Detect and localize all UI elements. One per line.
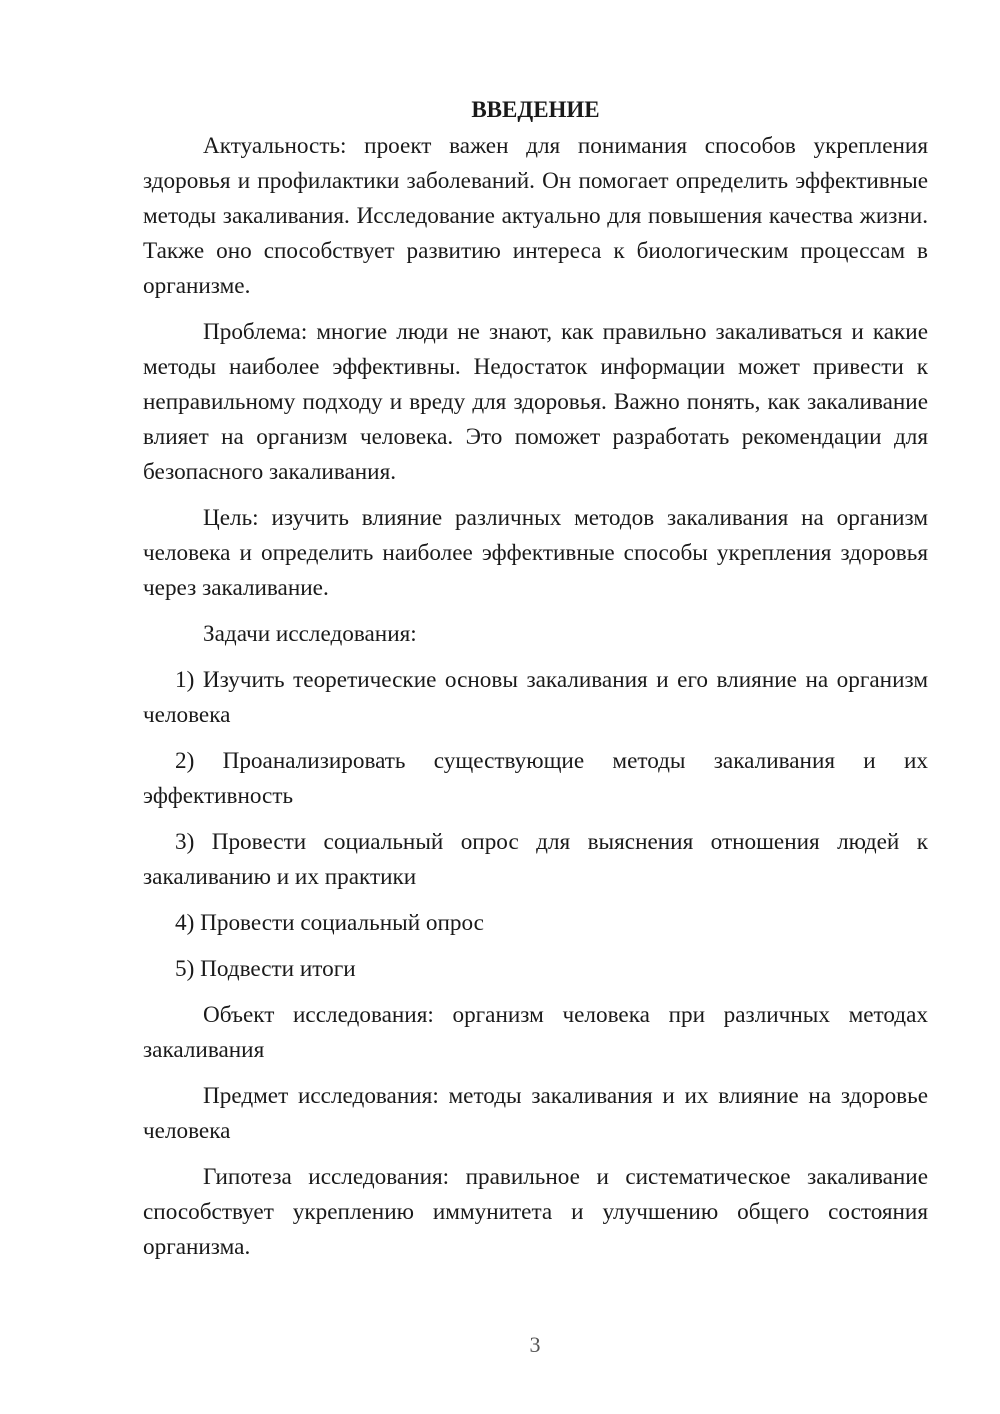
object-paragraph: Объект исследования: организм человека при различных методах закаливания — [143, 1002, 928, 1063]
page-number: 3 — [529, 1332, 541, 1357]
relevance-paragraph: Актуальность: проект важен для понимания способов укрепления здоровья и профилактики заболеваний. Он помогает определить эффективные методы закаливания. Исследование актуально для повышения качества жизни. Также оно способствует развитию интереса к биологическим процессам в организме. — [143, 133, 928, 299]
page-content — [143, 92, 928, 1276]
page-title: ВВЕДЕНИЕ — [471, 97, 600, 122]
problem-paragraph: Проблема: многие люди не знают, как правильно закаливаться и какие методы наиболее эффективны. Недостаток информации может привести к неправильному подходу и вреду для здоровья. Важно понять, как закаливание влияет на организм человека. Это поможет разработать рекомендации для безопасного закаливания. — [143, 319, 928, 485]
task-item-3: 3) Провести социальный опрос для выяснения отношения людей к закаливанию и их практики — [143, 829, 928, 890]
task-item-2: 2) Проанализировать существующие методы закаливания и их эффективность — [143, 748, 928, 809]
tasks-heading: Задачи исследования: — [203, 621, 417, 647]
subject-paragraph: Предмет исследования: методы закаливания и их влияние на здоровье человека — [143, 1083, 928, 1144]
task-item-4: 4) Провести социальный опрос — [175, 910, 484, 936]
task-item-5: 5) Подвести итоги — [175, 956, 356, 982]
goal-paragraph: Цель: изучить влияние различных методов закаливания на организм человека и определить наиболее эффективные способы укрепления здоровья через закаливание. — [143, 505, 928, 601]
task-item-1: 1) Изучить теоретические основы закаливания и его влияние на организм человека — [143, 667, 928, 728]
hypothesis-paragraph: Гипотеза исследования: правильное и систематическое закаливание способствует укреплению иммунитета и улучшению общего состояния организма. — [143, 1164, 928, 1260]
